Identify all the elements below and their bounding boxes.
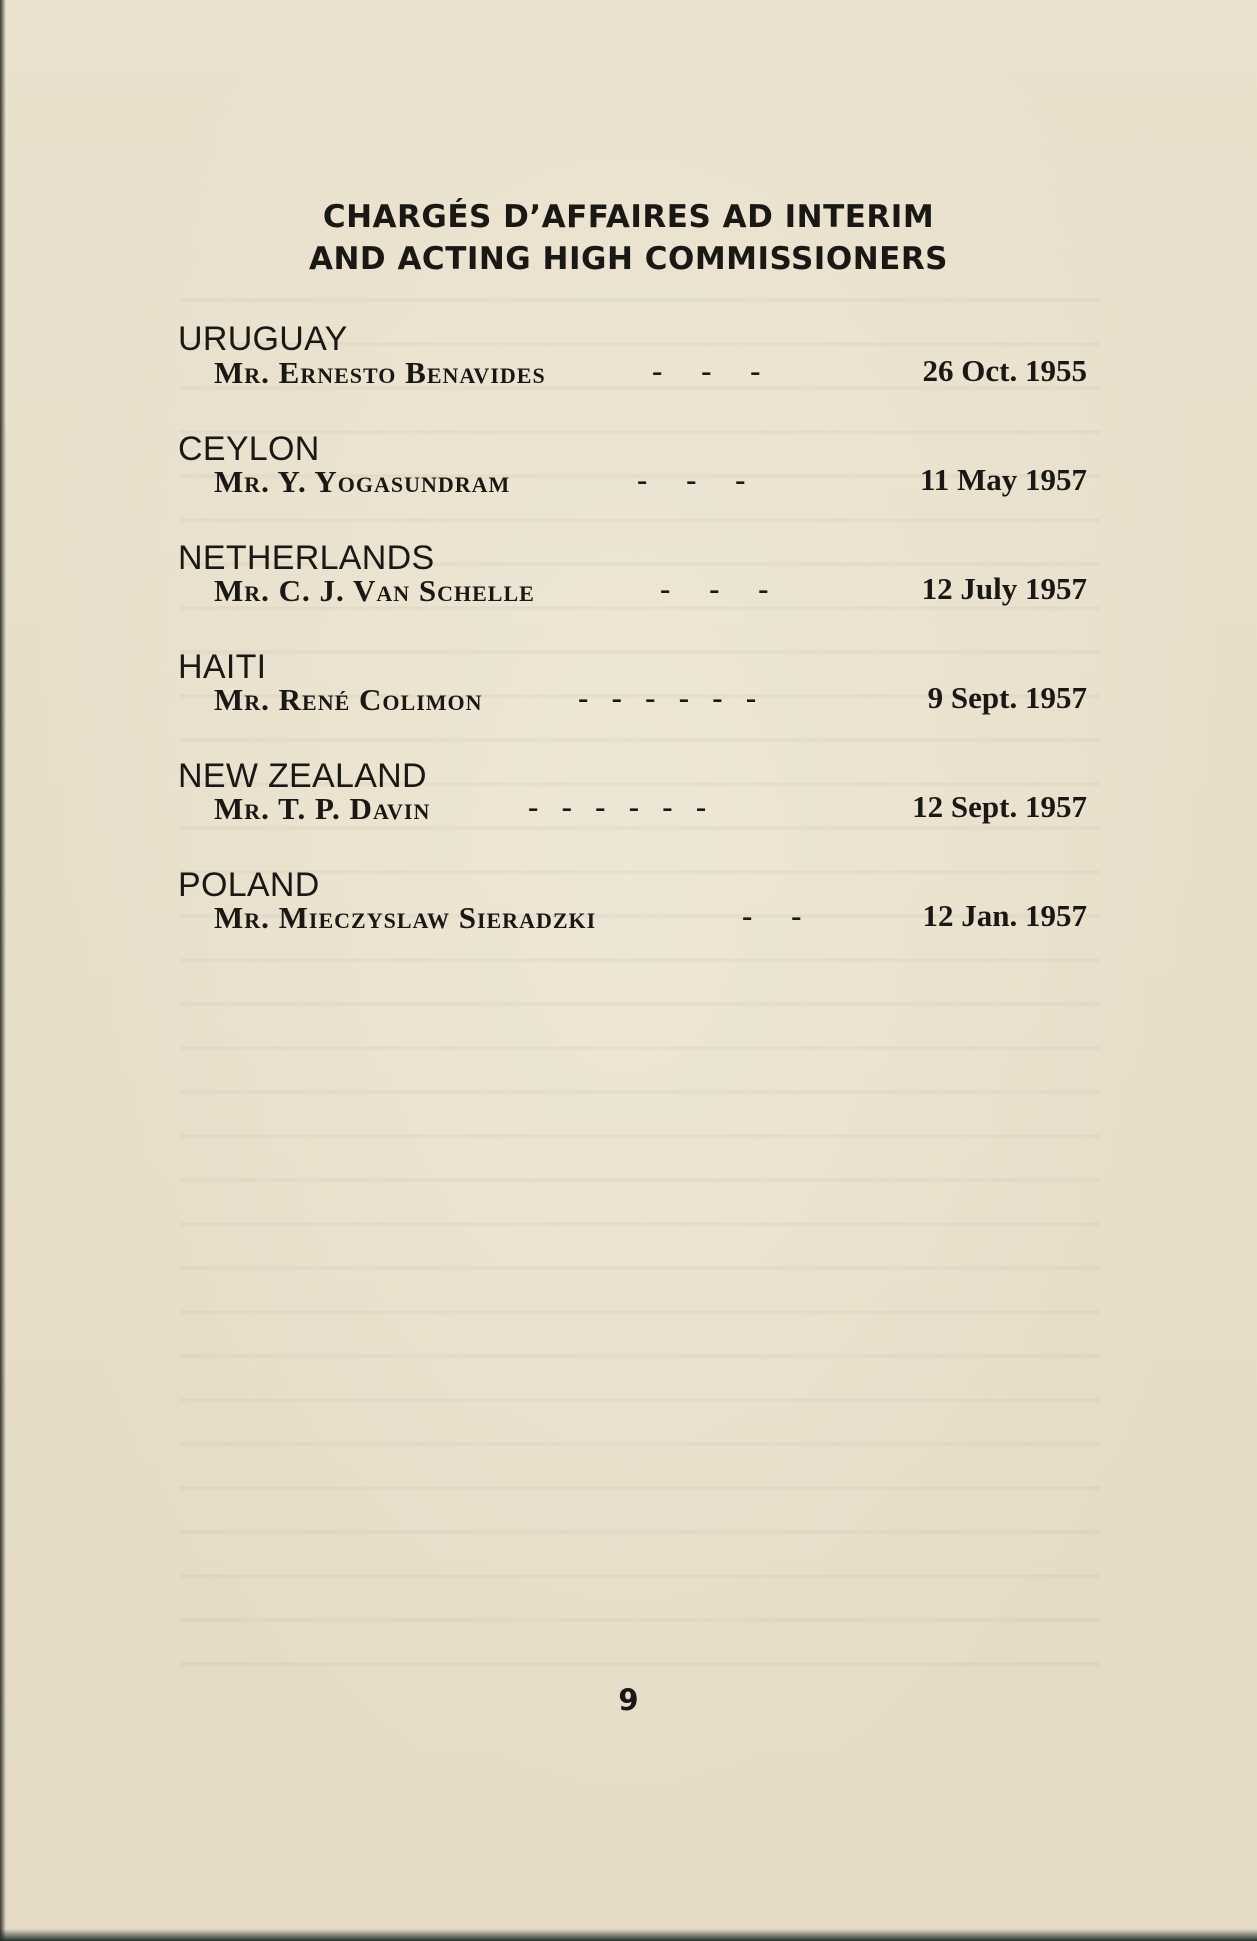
appointment-date: 12 July 1957 [921,571,1087,606]
dot-leader: - - [742,898,802,933]
dot-leader: - - - [652,353,761,388]
official-name: Mr. René Colimon [214,682,483,717]
country-name: NEW ZEALAND [178,757,427,795]
page-number: 9 [618,1683,639,1717]
section-heading-line-2: AND ACTING HIGH COMMISSIONERS [308,241,949,277]
page-bottom-edge [0,1929,1257,1941]
dot-leader: - - - - - - [528,789,707,824]
official-name: Mr. T. P. Davin [214,791,431,826]
official-name: Mr. Mieczyslaw Sieradzki [214,900,597,935]
appointment-date: 12 Jan. 1957 [922,898,1087,933]
binding-edge [0,0,6,1941]
official-name: Mr. Y. Yogasundram [214,464,511,499]
appointment-date: 9 Sept. 1957 [927,680,1087,715]
dot-leader: - - - [637,462,746,497]
country-name: CEYLON [178,430,320,468]
country-name: HAITI [178,648,267,686]
country-name: NETHERLANDS [178,539,435,577]
dot-leader: - - - [660,571,769,606]
official-name: Mr. C. J. Van Schelle [214,573,535,608]
appointment-date: 11 May 1957 [919,462,1087,497]
country-name: URUGUAY [178,320,348,358]
official-name: Mr. Ernesto Benavides [214,355,546,390]
section-heading-line-1: CHARGÉS D’AFFAIRES AD INTERIM [322,199,935,235]
appointment-date: 26 Oct. 1955 [922,353,1087,388]
dot-leader: - - - - - - [578,680,757,715]
appointment-date: 12 Sept. 1957 [912,789,1087,824]
country-name: POLAND [178,866,320,904]
